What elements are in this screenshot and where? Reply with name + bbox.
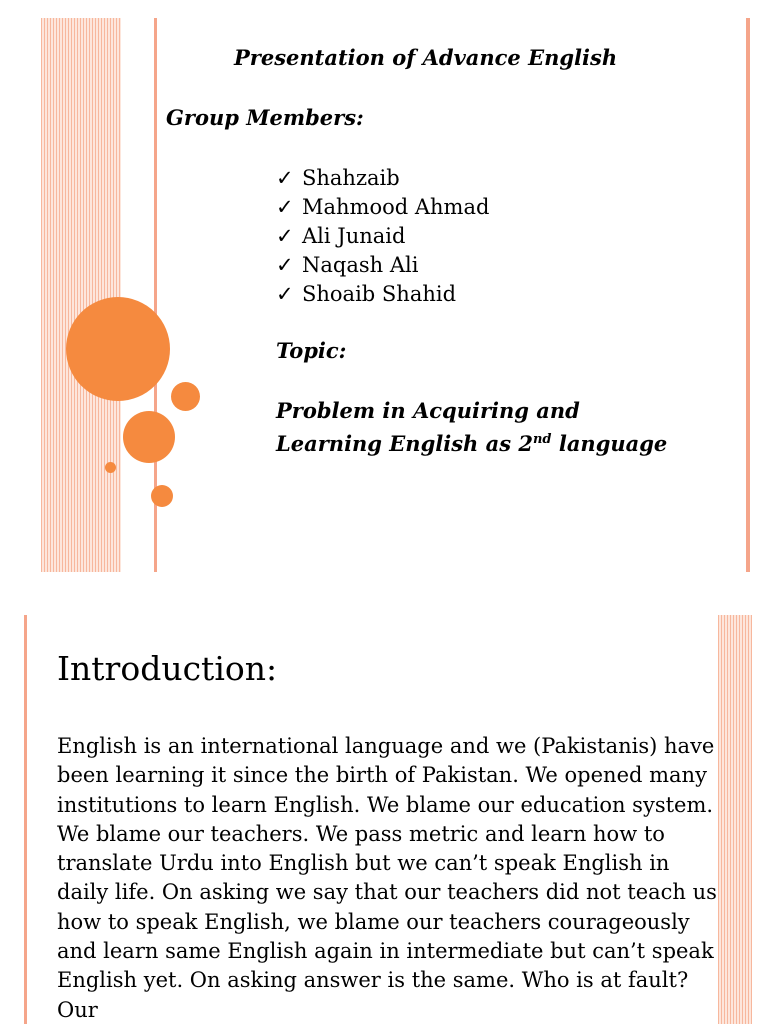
member-name: Naqash Ali bbox=[302, 253, 419, 277]
checkmark-icon: ✓ bbox=[276, 224, 294, 248]
group-members-heading: Group Members: bbox=[166, 105, 364, 130]
member-name: Mahmood Ahmad bbox=[302, 195, 490, 219]
title-slide bbox=[24, 18, 752, 572]
checkmark-icon: ✓ bbox=[276, 253, 294, 277]
topic-line-2-suffix: language bbox=[551, 431, 668, 456]
decorative-circle-small bbox=[171, 382, 200, 411]
decorative-circle-small-2 bbox=[151, 485, 173, 507]
ordinal-suffix: nd bbox=[532, 432, 552, 447]
checkmark-icon: ✓ bbox=[276, 166, 294, 190]
members-list bbox=[276, 164, 489, 309]
topic-label: Topic: bbox=[276, 338, 347, 363]
list-item bbox=[276, 193, 489, 222]
decorative-line-left bbox=[24, 615, 27, 1024]
list-item bbox=[276, 251, 489, 280]
list-item bbox=[276, 164, 489, 193]
member-name: Shahzaib bbox=[302, 166, 400, 190]
introduction-slide bbox=[24, 615, 752, 1024]
introduction-paragraph: English is an international language and we (Pakistanis) have been learning it since the birth of Pakistan. We opened many institutions to learn English. We blame our education system. We blame our teachers. We pass metric and learn how to translate Urdu into English but we can’t speak English in daily life. On asking we say that our teachers did not teach us how to speak English, we blame our teachers courageously and learn same English again in intermediate but can’t speak English yet. On asking answer is the same. Who is at fault? Our bbox=[57, 734, 717, 1022]
introduction-heading: Introduction: bbox=[57, 649, 278, 688]
list-item bbox=[276, 222, 489, 251]
member-name: Shoaib Shahid bbox=[302, 282, 457, 306]
topic-line-1: Problem in Acquiring and bbox=[276, 398, 580, 423]
checkmark-icon: ✓ bbox=[276, 195, 294, 219]
decorative-circle-tiny bbox=[105, 462, 116, 473]
checkmark-icon: ✓ bbox=[276, 282, 294, 306]
decorative-stripes-right bbox=[718, 615, 752, 1024]
member-name: Ali Junaid bbox=[302, 224, 406, 248]
presentation-title: Presentation of Advance English bbox=[234, 45, 618, 70]
decorative-line-right bbox=[746, 18, 750, 572]
decorative-circle-large bbox=[66, 297, 170, 401]
topic-line-2 bbox=[276, 425, 667, 458]
topic-line-2-prefix: Learning English as 2 bbox=[276, 431, 533, 456]
list-item bbox=[276, 280, 489, 309]
decorative-circle-medium bbox=[123, 411, 175, 463]
decorative-stripes-left bbox=[41, 18, 121, 572]
topic-text bbox=[276, 396, 667, 458]
